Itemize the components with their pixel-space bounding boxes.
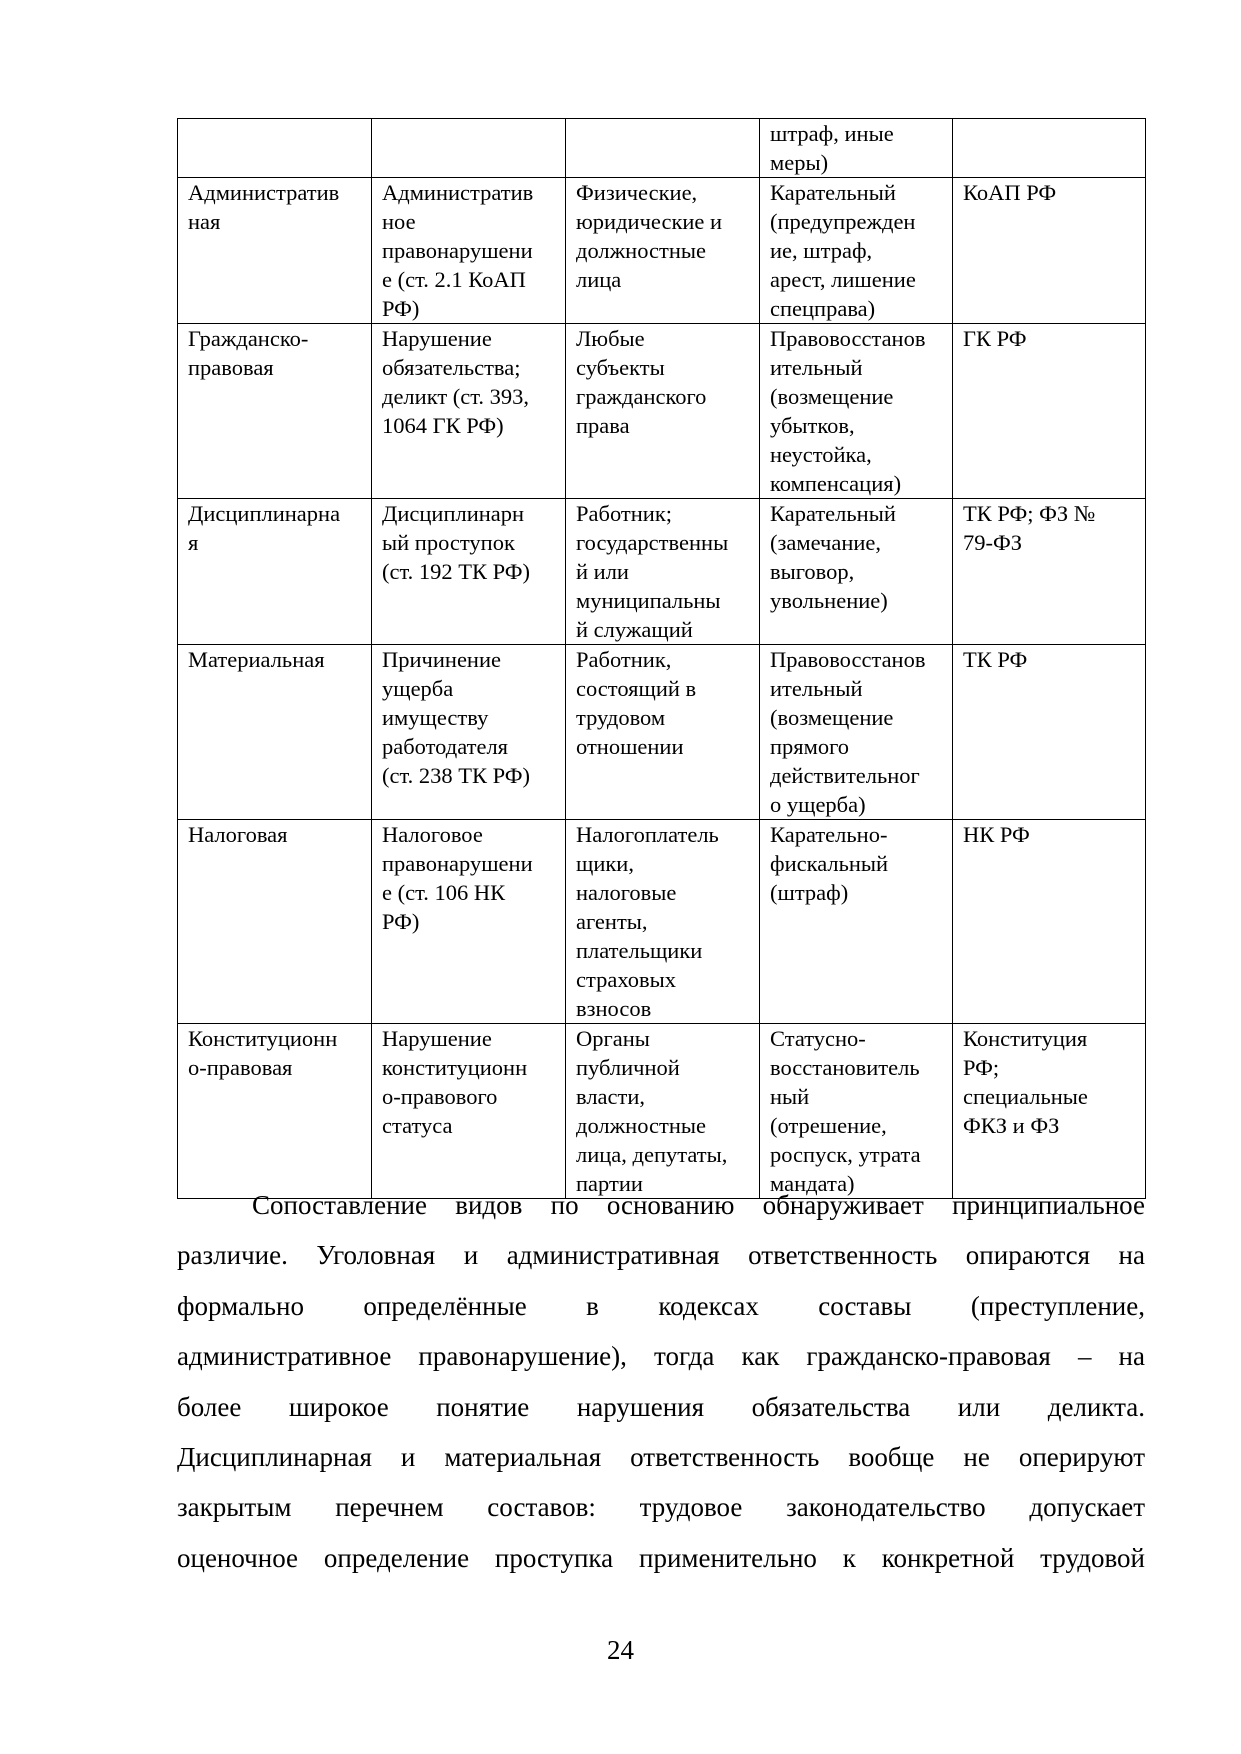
cell-text-line: (предупрежден <box>770 209 916 234</box>
table-cell <box>760 645 953 820</box>
cell-text-line: ущерба <box>382 676 454 701</box>
cell-text-line: щики, <box>576 851 634 876</box>
table-cell <box>760 820 953 1024</box>
cell-text-line: лица <box>576 267 622 292</box>
table-cell <box>566 645 760 820</box>
cell-text-line: й или <box>576 559 629 584</box>
table-cell <box>760 499 953 645</box>
paragraph-line: формально определённые в кодексах составы (преступление, <box>177 1290 1145 1321</box>
cell-text-line: юридические и <box>576 209 723 234</box>
table-cell <box>953 1024 1146 1199</box>
table-cell <box>953 178 1146 324</box>
table-row <box>178 820 1146 1024</box>
cell-text-line: о-правового <box>382 1084 498 1109</box>
cell-text-line: прямого <box>770 734 850 759</box>
cell-text-line: (отрешение, <box>770 1113 887 1138</box>
cell-text-line: Налоговая <box>188 822 288 847</box>
cell-text-line: (замечание, <box>770 530 882 555</box>
cell-text-line: РФ) <box>382 909 420 934</box>
cell-text-line: Нарушение <box>382 1026 492 1051</box>
cell-text-line: лица, депутаты, <box>576 1142 728 1167</box>
paragraph-line: закрытым перечнем составов: трудовое законодательство допускает <box>177 1492 1145 1523</box>
cell-text-line: Правовосстанов <box>770 326 926 351</box>
cell-text-line: Административ <box>188 180 340 205</box>
table-cell <box>178 178 372 324</box>
cell-text-line: деликт (ст. 393, <box>382 384 530 409</box>
cell-text-line: ное <box>382 209 416 234</box>
cell-text-line: Работник; <box>576 501 672 526</box>
cell-text-line: состоящий в <box>576 676 697 701</box>
table-cell <box>372 645 566 820</box>
cell-text-line: (ст. 238 ТК РФ) <box>382 763 531 788</box>
cell-text-line: права <box>576 413 630 438</box>
cell-text-line: работодателя <box>382 734 509 759</box>
cell-text-line: Карательно- <box>770 822 888 847</box>
table-row <box>178 119 1146 178</box>
table-cell <box>372 820 566 1024</box>
cell-text-line: ТК РФ <box>963 647 1028 672</box>
cell-text-line: Любые <box>576 326 645 351</box>
table-cell <box>953 820 1146 1024</box>
cell-text-line: е (ст. 106 НК <box>382 880 506 905</box>
table-cell <box>178 820 372 1024</box>
cell-text-line: Физические, <box>576 180 698 205</box>
cell-text-line: Материальная <box>188 647 325 672</box>
cell-text-line: восстановитель <box>770 1055 920 1080</box>
cell-text-line: 1064 ГК РФ) <box>382 413 504 438</box>
table-cell <box>760 324 953 499</box>
cell-text-line: е (ст. 2.1 КоАП <box>382 267 526 292</box>
cell-text-line: обязательства; <box>382 355 521 380</box>
cell-text-line: о-правовая <box>188 1055 293 1080</box>
cell-text-line: спецправа) <box>770 296 876 321</box>
cell-text-line: правонарушени <box>382 238 533 263</box>
cell-text-line: Конституционн <box>188 1026 338 1051</box>
cell-text-line: увольнение) <box>770 588 888 613</box>
cell-text-line: о ущерба) <box>770 792 866 817</box>
cell-text-line: трудовом <box>576 705 666 730</box>
table-row <box>178 1024 1146 1199</box>
table-cell <box>566 119 760 178</box>
table-row <box>178 499 1146 645</box>
cell-text-line: Нарушение <box>382 326 492 351</box>
cell-text-line: компенсация) <box>770 471 902 496</box>
cell-text-line: й служащий <box>576 617 693 642</box>
cell-text-line: Гражданско- <box>188 326 309 351</box>
cell-text-line: муниципальны <box>576 588 721 613</box>
cell-text-line: штраф, иные <box>770 121 894 146</box>
table-cell <box>760 1024 953 1199</box>
cell-text-line: ГК РФ <box>963 326 1027 351</box>
responsibility-types-table <box>177 118 1146 1199</box>
paragraph-line: различие. Уголовная и административная ответственность опираются на <box>177 1240 1145 1271</box>
cell-text-line: 79-ФЗ <box>963 530 1023 555</box>
cell-text-line: роспуск, утрата <box>770 1142 921 1167</box>
cell-text-line: Налоговое <box>382 822 483 847</box>
cell-text-line: должностные <box>576 238 706 263</box>
cell-text-line: Карательный <box>770 180 896 205</box>
cell-text-line: действительног <box>770 763 920 788</box>
cell-text-line: конституционн <box>382 1055 528 1080</box>
paragraph-line: более широкое понятие нарушения обязательства или деликта. <box>177 1391 1145 1422</box>
cell-text-line: статуса <box>382 1113 453 1138</box>
table-cell <box>178 645 372 820</box>
table-cell <box>953 499 1146 645</box>
cell-text-line: убытков, <box>770 413 855 438</box>
cell-text-line: должностные <box>576 1113 706 1138</box>
cell-text-line: (ст. 192 ТК РФ) <box>382 559 531 584</box>
cell-text-line: Дисциплинарна <box>188 501 341 526</box>
cell-text-line: выговор, <box>770 559 855 584</box>
body-paragraph <box>177 1180 1145 1583</box>
cell-text-line: РФ; <box>963 1055 1000 1080</box>
paragraph-line: оценочное определение проступка применительно к конкретной трудовой <box>177 1542 1145 1573</box>
table-row <box>178 178 1146 324</box>
cell-text-line: отношении <box>576 734 684 759</box>
table-cell <box>372 1024 566 1199</box>
cell-text-line: Причинение <box>382 647 501 672</box>
cell-text-line: Карательный <box>770 501 896 526</box>
cell-text-line: мандата) <box>770 1171 855 1196</box>
cell-text-line: Дисциплинарн <box>382 501 525 526</box>
table-cell <box>760 178 953 324</box>
cell-text-line: государственны <box>576 530 729 555</box>
cell-text-line: специальные <box>963 1084 1088 1109</box>
cell-text-line: ФКЗ и ФЗ <box>963 1113 1060 1138</box>
table-row <box>178 645 1146 820</box>
cell-text-line: страховых <box>576 967 676 992</box>
cell-text-line: партии <box>576 1171 643 1196</box>
cell-text-line: ие, штраф, <box>770 238 873 263</box>
table-cell <box>178 119 372 178</box>
cell-text-line: агенты, <box>576 909 648 934</box>
table-cell <box>566 1024 760 1199</box>
cell-text-line: налоговые <box>576 880 677 905</box>
table-cell <box>566 178 760 324</box>
paragraph-line: Сопоставление видов по основанию обнаруживает принципиальное <box>252 1190 1145 1220</box>
table-cell <box>953 119 1146 178</box>
cell-text-line: власти, <box>576 1084 646 1109</box>
cell-text-line: ый проступок <box>382 530 515 555</box>
cell-text-line: ительный <box>770 676 863 701</box>
cell-text-line: ная <box>188 209 221 234</box>
cell-text-line: НК РФ <box>963 822 1030 847</box>
cell-text-line: я <box>188 530 199 555</box>
cell-text-line: Органы <box>576 1026 650 1051</box>
page-number: 24 <box>607 1635 634 1665</box>
cell-text-line: взносов <box>576 996 652 1021</box>
table-cell <box>566 499 760 645</box>
table-cell <box>372 119 566 178</box>
cell-text-line: неустойка, <box>770 442 872 467</box>
cell-text-line: (возмещение <box>770 705 894 730</box>
cell-text-line: субъекты <box>576 355 665 380</box>
cell-text-line: КоАП РФ <box>963 180 1057 205</box>
cell-text-line: правонарушени <box>382 851 533 876</box>
cell-text-line: правовая <box>188 355 274 380</box>
cell-text-line: ный <box>770 1084 810 1109</box>
table-row <box>178 324 1146 499</box>
cell-text-line: (штраф) <box>770 880 849 905</box>
table-cell <box>372 324 566 499</box>
cell-text-line: гражданского <box>576 384 707 409</box>
cell-text-line: Правовосстанов <box>770 647 926 672</box>
table-cell <box>953 645 1146 820</box>
cell-text-line: плательщики <box>576 938 703 963</box>
table-cell <box>566 324 760 499</box>
table-cell <box>178 499 372 645</box>
paragraph-line: Дисциплинарная и материальная ответственность вообще не оперируют <box>177 1441 1145 1472</box>
paragraph-line: административное правонарушение), тогда как гражданско-правовая – на <box>177 1341 1145 1372</box>
table-cell <box>760 119 953 178</box>
table-cell <box>178 324 372 499</box>
table-cell <box>953 324 1146 499</box>
table-cell <box>178 1024 372 1199</box>
cell-text-line: имуществу <box>382 705 489 730</box>
cell-text-line: Работник, <box>576 647 672 672</box>
cell-text-line: (возмещение <box>770 384 894 409</box>
cell-text-line: Статусно- <box>770 1026 866 1051</box>
cell-text-line: ительный <box>770 355 863 380</box>
table-body <box>178 119 1146 1199</box>
cell-text-line: меры) <box>770 150 829 175</box>
cell-text-line: арест, лишение <box>770 267 916 292</box>
cell-text-line: РФ) <box>382 296 420 321</box>
cell-text-line: Налогоплатель <box>576 822 719 847</box>
table-cell <box>566 820 760 1024</box>
table-cell <box>372 499 566 645</box>
table-cell <box>372 178 566 324</box>
cell-text-line: ТК РФ; ФЗ № <box>963 501 1096 526</box>
cell-text-line: фискальный <box>770 851 889 876</box>
cell-text-line: Конституция <box>963 1026 1088 1051</box>
cell-text-line: Административ <box>382 180 534 205</box>
cell-text-line: публичной <box>576 1055 680 1080</box>
